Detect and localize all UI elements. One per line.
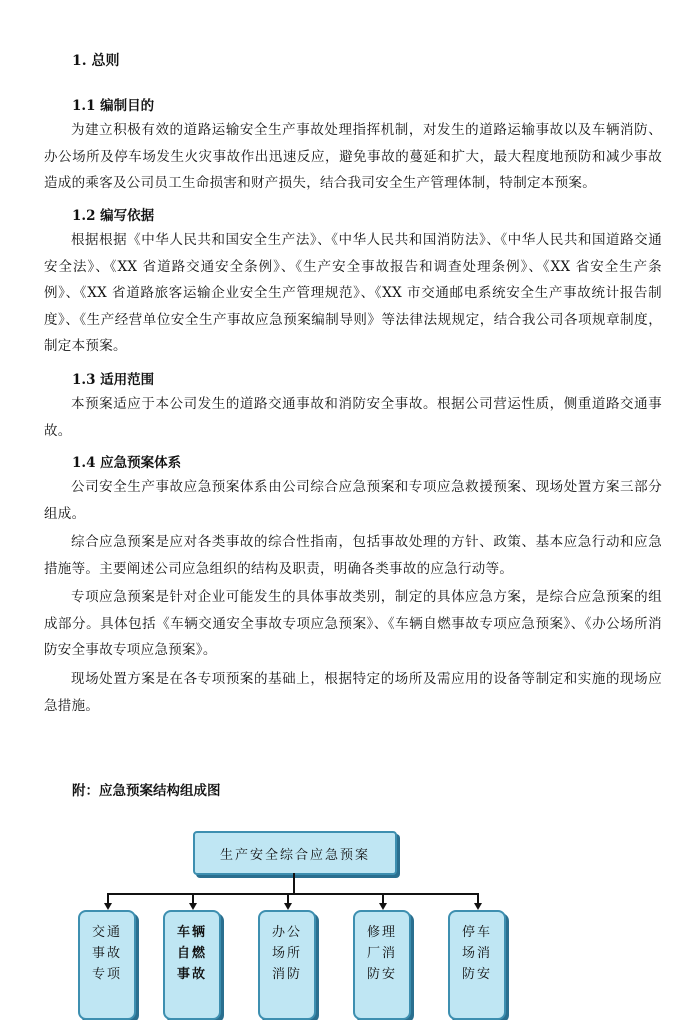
paragraph-plan-system-1: 公司安全生产事故应急预案体系由公司综合应急预案和专项应急救援预案、现场处置方案三部分组成。 [44, 479, 662, 522]
child-plan-repair-shop [353, 910, 411, 1020]
arrow-child-1 [104, 903, 112, 910]
heading-purpose: 1.1 编制目的 [72, 98, 155, 114]
connector-horizontal [107, 893, 478, 895]
child-plan-vehicle-fire-line: 事故 [176, 967, 207, 982]
child-plan-traffic-line: 专项 [91, 967, 122, 982]
child-plan-vehicle-fire-line: 车辆 [176, 925, 207, 940]
section-heading-general: 1. 总则 [72, 53, 120, 69]
heading-scope: 1.3 适用范围 [72, 372, 155, 388]
paragraph-basis: 根据根据《中华人民共和国安全生产法》、《中华人民共和国消防法》、《中华人民共和国道路交通安全法》、《XX 省道路交通安全条例》、《生产安全事故报告和调查处理条例》、《XX 省安全生产条例》、《XX 省道路旅客运输企业安全生产管理规范》、《XX 市交通邮电系统安全生产事故统计报告制度》、《生产经营单位安全生产事故应急预案编制导则》等法律法规规定，结合我公司各项规章制度，制定本预案。 [44, 232, 662, 354]
paragraph-scope: 本预案适应于本公司发生的道路交通事故和消防安全事故。根据公司营运性质，侧重道路交通事故。 [44, 396, 662, 439]
arrow-child-4 [379, 903, 387, 910]
paragraph-purpose: 为建立积极有效的道路运输安全生产事故处理指挥机制，对发生的道路运输事故以及车辆消防、办公场所及停车场发生火灾事故作出迅速反应，避免事故的蔓延和扩大，最大程度地预防和减少事故造成的乘客及公司员工生命损害和财产损失，结合我司安全生产管理体制，特制定本预案。 [44, 122, 662, 191]
child-plan-parking-lot [448, 910, 506, 1020]
arrow-child-2 [189, 903, 197, 910]
child-plan-office-fire [258, 910, 316, 1020]
child-plan-parking-lot-line: 停车 [461, 925, 492, 940]
paragraph-plan-system-2: 综合应急预案是应对各类事故的综合性指南，包括事故处理的方针、政策、基本应急行动和应急措施等。主要阐述公司应急组织的结构及职责，明确各类事故的应急行动等。 [44, 534, 662, 577]
child-plan-vehicle-fire-line: 自燃 [176, 946, 207, 961]
connector-root-stem [293, 873, 295, 893]
heading-plan-system: 1.4 应急预案体系 [72, 455, 182, 471]
child-plan-office-fire-line: 办公 [271, 925, 302, 940]
paragraph-plan-system-3: 专项应急预案是针对企业可能发生的具体事故类别，制定的具体应急方案，是综合应急预案的组成部分。具体包括《车辆交通安全事故专项应急预案》、《车辆自燃事故专项应急预案》、《办公场所消防安全事故专项应急预案》。 [44, 589, 662, 658]
structure-diagram [0, 820, 700, 990]
child-plan-traffic-line: 交通 [91, 925, 122, 940]
appendix-title: 附：应急预案结构组成图 [72, 783, 221, 799]
child-plan-repair-shop-line: 厂消 [366, 946, 397, 961]
arrow-child-5 [474, 903, 482, 910]
paragraph-plan-system-4: 现场处置方案是在各专项预案的基础上，根据特定的场所及需应用的设备等制定和实施的现场应急措施。 [44, 671, 662, 714]
root-plan-box: 生产安全综合应急预案 [193, 831, 397, 875]
child-plan-vehicle-fire [163, 910, 221, 1020]
child-plan-parking-lot-line: 防安 [461, 967, 492, 982]
child-plan-traffic [78, 910, 136, 1020]
child-plan-traffic-line: 事故 [91, 946, 122, 961]
arrow-child-3 [284, 903, 292, 910]
child-plan-repair-shop-line: 修理 [366, 925, 397, 940]
child-plan-parking-lot-line: 场消 [461, 946, 492, 961]
child-plan-repair-shop-line: 防安 [366, 967, 397, 982]
child-plan-office-fire-line: 消防 [271, 967, 302, 982]
child-plan-office-fire-line: 场所 [271, 946, 302, 961]
heading-basis: 1.2 编写依据 [72, 208, 155, 224]
